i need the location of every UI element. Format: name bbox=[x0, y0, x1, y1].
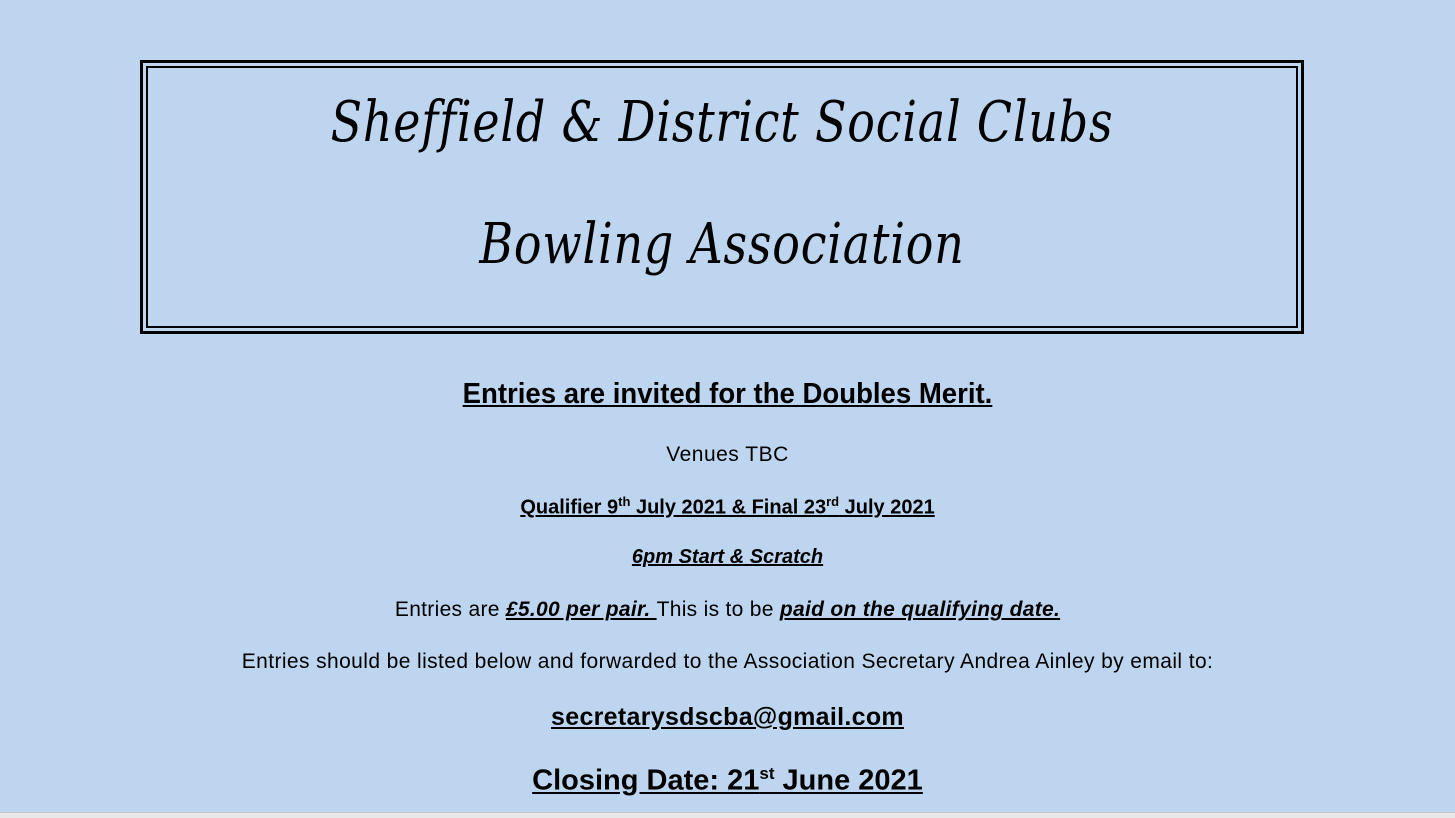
final-ordinal: rd bbox=[826, 494, 840, 509]
payment-terms: paid on the qualifying date bbox=[779, 598, 1054, 621]
closing-date-ordinal: st bbox=[759, 764, 775, 783]
closing-date-text: Closing Date: 21 bbox=[532, 764, 760, 797]
qualifier-text: Qualifier 9 bbox=[520, 496, 619, 519]
window-bottom-edge bbox=[0, 812, 1455, 818]
fee-end: . bbox=[1053, 598, 1061, 621]
entry-fee-line bbox=[0, 598, 1455, 622]
secretary-email-link[interactable]: secretarysdscba@gmail.com bbox=[551, 703, 904, 731]
header-box-inner-border bbox=[146, 66, 1298, 328]
entry-instructions: Entries should be listed below and forwarded to the Association Secretary Andrea Ainley by email to: bbox=[241, 650, 1214, 673]
notice-heading: Entries are invited for the Doubles Merit. bbox=[462, 378, 993, 410]
association-title-line-2: Bowling Association bbox=[479, 212, 965, 277]
competition-dates bbox=[0, 494, 1455, 520]
venues-text: Venues TBC bbox=[666, 443, 789, 466]
start-time-text: 6pm Start & Scratch bbox=[631, 546, 824, 568]
qualifier-ordinal: th bbox=[618, 494, 631, 509]
final-text: July 2021 & Final 23 bbox=[630, 496, 827, 519]
association-title-line-1: Sheffield & District Social Clubs bbox=[330, 90, 1114, 155]
header-box bbox=[140, 60, 1304, 334]
fee-prefix: Entries are bbox=[394, 598, 506, 621]
dates-end-text: July 2021 bbox=[839, 496, 935, 519]
closing-date-end: June 2021 bbox=[774, 764, 923, 797]
fee-amount: £5.00 per pair. bbox=[505, 598, 657, 621]
fee-middle: This is to be bbox=[656, 598, 780, 621]
closing-date bbox=[0, 764, 1455, 798]
